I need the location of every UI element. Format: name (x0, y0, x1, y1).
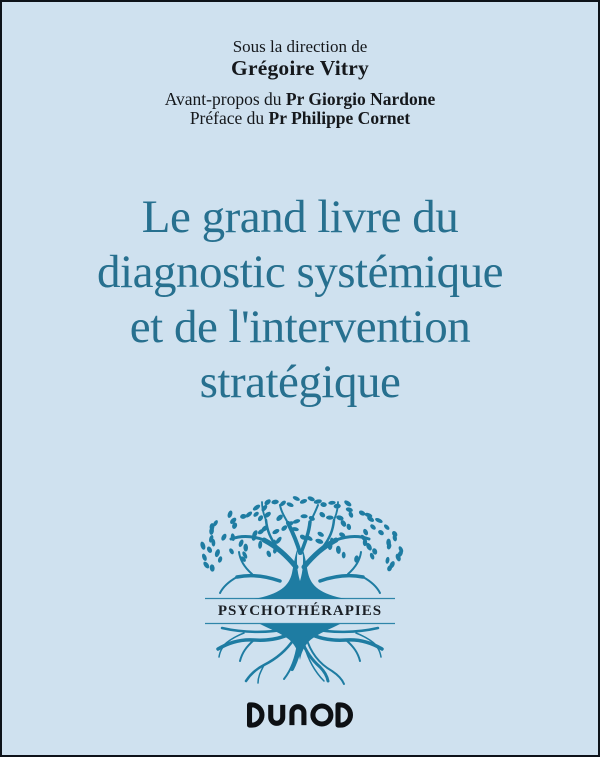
foreword-prefix: Avant-propos du (164, 89, 282, 109)
director-name: Grégoire Vitry (231, 56, 369, 80)
title-line-4: stratégique (199, 356, 401, 408)
preface-prefix: Préface du (189, 108, 265, 128)
publisher-logo (244, 702, 356, 728)
preface-line (2, 109, 598, 128)
publisher-name (244, 728, 245, 729)
collection-label: PSYCHOTHÉRAPIES (217, 603, 383, 619)
foreword-author: Pr Giorgio Nardone (285, 89, 436, 109)
title-line-1: Le grand livre du (141, 191, 459, 243)
title-line-2: diagnostic systémique (97, 246, 503, 298)
preface-author: Pr Philippe Cornet (268, 108, 411, 128)
tree-of-life-icon (180, 487, 420, 702)
collection-logo (180, 487, 420, 702)
foreword-line (2, 90, 598, 109)
direction-prefix: Sous la direction de (232, 37, 368, 56)
byline-block (2, 37, 598, 128)
dunod-wordmark-icon (244, 702, 356, 728)
book-title (2, 190, 598, 410)
title-line-3: et de l'intervention (129, 301, 471, 353)
